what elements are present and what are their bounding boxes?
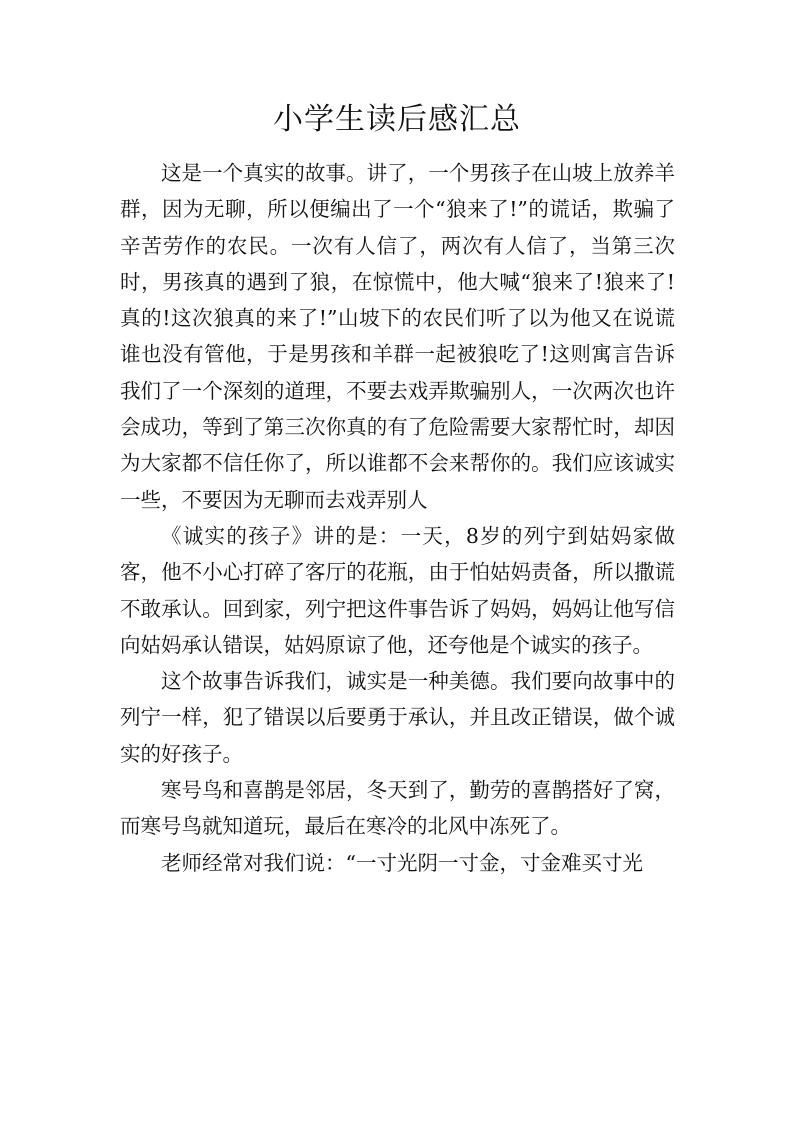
document-body	[120, 155, 675, 881]
paragraph-hanhao-bird: 寒号鸟和喜鹊是邻居，冬天到了，勤劳的喜鹊搭好了窝，而寒号鸟就知道玩，最后在寒冷的北风中冻死了。	[120, 778, 675, 839]
page-title: 小学生读后感汇总	[273, 102, 521, 137]
paragraph-teacher-saying: 老师经常对我们说：“一寸光阴一寸金，寸金难买寸光	[161, 850, 643, 875]
paragraph-boy-who-cried-wolf: 这是一个真实的故事。讲了，一个男孩子在山坡上放养羊群，因为无聊，所以便编出了一个“狼来了!”的谎话，欺骗了辛苦劳作的农民。一次有人信了，两次有人信了，当第三次时，男孩真的遇到了狼，在惊慌中，他大喊“狼来了!狼来了!真的!这次狼真的来了!”山坡下的农民们听了以为他又在说谎谁也没有管他，于是男孩和羊群一起被狼吃了!这则寓言告诉我们了一个深刻的道理，不要去戏弄欺骗别人，一次两次也许会成功，等到了第三次你真的有了危险需要大家帮忙时，却因为大家都不信任你了，所以谁都不会来帮你的。我们应该诚实一些，不要因为无聊而去戏弄别人	[120, 161, 675, 512]
paragraph-honesty-lesson: 这个故事告诉我们，诚实是一种美德。我们要向故事中的列宁一样，犯了错误以后要勇于承认，并且改正错误，做个诚实的好孩子。	[120, 669, 675, 766]
paragraph-honest-child: 《诚实的孩子》讲的是：一天，8岁的列宁到姑妈家做客，他不小心打碎了客厅的花瓶，由于怕姑妈责备，所以撒谎不敢承认。回到家，列宁把这件事告诉了妈妈，妈妈让他写信向姑妈承认错误，姑妈原谅了他，还夸他是个诚实的孩子。	[120, 523, 675, 657]
